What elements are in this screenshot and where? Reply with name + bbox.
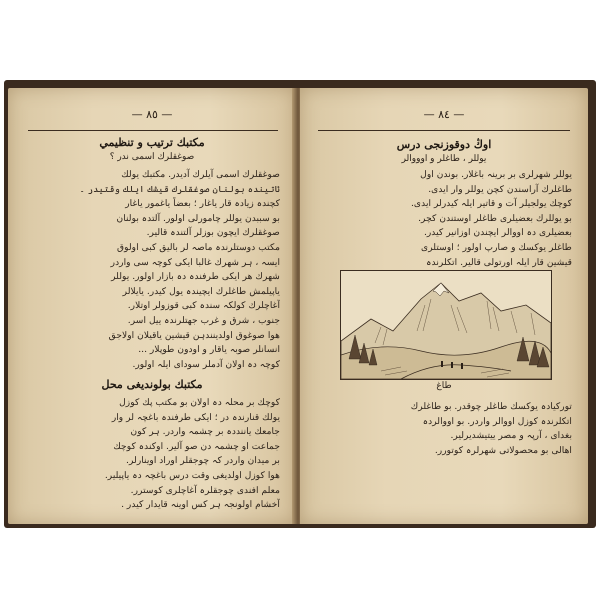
text-line: ایسہ ، ہر شهرك غالبا ایکی کوچہ سی واردر bbox=[110, 256, 280, 268]
text-line: جامعك ياننددہ بر چشمہ واردر. ہر كون bbox=[130, 426, 280, 438]
right-page-number: — ٨٤ — bbox=[423, 108, 465, 121]
left-page bbox=[8, 88, 296, 524]
text-line: يولك قنارندہ در ؛ ايكی طرفندہ باغچہ لر وار bbox=[111, 411, 280, 423]
right-header-rule bbox=[318, 130, 570, 131]
text-line: ئاتيندہ بولنان صوغقلرك قيشك ایلك وقتيدر ۔ bbox=[79, 183, 280, 195]
left-paragraph-1 bbox=[26, 168, 280, 372]
text-line: جنوب ، شرق و غرب جهتلرندہ ييل اسر. bbox=[127, 314, 280, 326]
right-paragraph-2 bbox=[318, 400, 572, 458]
left-page-number: — ٨٥ — bbox=[131, 108, 173, 121]
text-line: ياپيلمش طاغلرك ایچيندہ یول کيدر. يايلالر bbox=[122, 285, 280, 297]
text-line: صوغقلرك ایچون بوزلر آلتندہ قالير. bbox=[146, 227, 280, 239]
text-line: اهالی بو محصولاتی شهرلرہ کوتورر. bbox=[434, 444, 572, 456]
text-line: آخشام اولونجہ ہر كس اوينہ قايدار كيدر . bbox=[121, 499, 280, 511]
text-line: شهرك هر ایکی طرفندہ دہ بازار اولور. یوللر bbox=[111, 271, 280, 283]
text-line: كوچك يولجيلر آت و قاتير ايلہ کيدرلر ايدی. bbox=[411, 198, 572, 210]
left-header-rule bbox=[28, 130, 278, 131]
text-line: معلم افندی چوجقلرہ آغاچلری كوسترر. bbox=[130, 484, 280, 496]
text-line: قيشين قار ايلہ اورتولی قالير. اتکلرندہ bbox=[426, 256, 572, 268]
text-line: طاغلر یوکسك و صارپ اولور ؛ اوستلری bbox=[421, 241, 572, 253]
right-paragraph-1 bbox=[318, 168, 572, 270]
text-line: اتکلرندہ کوزل اووالر واردر. بو اووالردہ bbox=[422, 415, 572, 427]
text-line: بعضيلری دہ اووالر ایچندن اوزانیر کيدر. bbox=[423, 227, 572, 239]
text-line: بو يوللرك بعضيلری طاغلر اوستندن کچر. bbox=[418, 212, 572, 224]
text-line: تورکیادہ یوکسك طاغلر چوقدر. بو طاغلرك bbox=[410, 401, 572, 412]
left-paragraph-2 bbox=[26, 396, 280, 513]
text-line: يوللر شهرلری بر برينہ باغلار. بوندن اول bbox=[420, 169, 572, 180]
right-subheading: يوللر ، طاغلر و اوووالر bbox=[401, 154, 487, 164]
text-line: بو سببدن یوللر چامورلی اولور. آلتدہ بولنان bbox=[116, 212, 280, 224]
text-line: طاغلرك آراسندن کچن يوللر وار ايدی. bbox=[428, 183, 572, 195]
text-line: مكتب دوستلرندہ ماصہ لر باليق كبی اولوق bbox=[116, 241, 280, 253]
left-heading: مكتبك ترتيب و تنظيمي bbox=[99, 136, 205, 149]
text-line: هوا صوغوق اولدينندہن قيشين ياقيلان اولاجق bbox=[108, 329, 280, 341]
text-line: صوغقلرك اسمى آيلرك آدیدر. مكتبك يولك bbox=[121, 169, 280, 180]
text-line: آغاچلرك كولكہ سندہ كبی قوزولر اوتلار. bbox=[127, 300, 280, 312]
text-line: بر ميدان واردر كہ چوجقلر اوراد اوينارلر. bbox=[126, 455, 280, 467]
text-line: بغدای ، آرپہ و مصر ییتیشدیرلیر. bbox=[450, 430, 572, 442]
left-subheading: صوغقلرك اسمى ندر ؟ bbox=[109, 152, 195, 162]
mountain-landscape-image bbox=[341, 271, 551, 379]
text-line: كوچك بر محلہ دہ اولان بو مكتب پك كوزل bbox=[119, 397, 280, 408]
text-line: كوچہ دہ اولان آدملر سودای ايلہ اولور. bbox=[132, 358, 280, 370]
figure-caption: طاغ bbox=[436, 381, 452, 391]
left-heading-2: مكتبك بولوندیغی محل bbox=[101, 378, 203, 391]
text-line: انسانلر صوبہ ياقار و اودون طوپلار ... bbox=[138, 344, 280, 356]
text-line: كچندہ زيادہ قار ياغار ؛ بعضاً ياغمور ياغار bbox=[125, 198, 280, 210]
mountain-illustration bbox=[340, 270, 552, 380]
text-line: جماعت او چشمہ دن صو آلير. اوكندہ كوچك bbox=[113, 440, 280, 452]
right-page bbox=[300, 88, 588, 524]
right-heading: اوڭ دوقوزنجی درس bbox=[396, 138, 492, 151]
text-line: هوا کوزل اولدیغی وقت درس باغچہ دہ یاپيلير. bbox=[104, 469, 280, 481]
